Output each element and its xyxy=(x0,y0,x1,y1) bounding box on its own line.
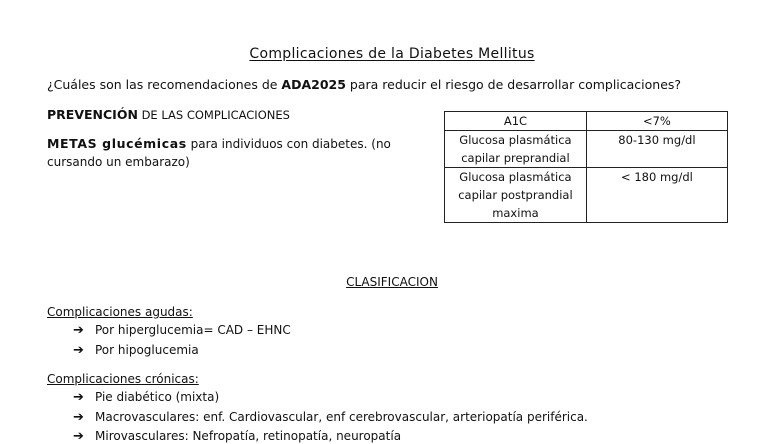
list-item xyxy=(73,410,588,425)
table-cell-value: < 180 mg/dl xyxy=(586,168,727,223)
table-cell-label: Glucosa plasmática capilar postprandial maxima xyxy=(445,168,587,223)
table-cell-value: <7% xyxy=(586,112,727,131)
prevention-bold: PREVENCIÓN xyxy=(47,107,138,122)
list-item-text: Por hiperglucemia= CAD – EHNC xyxy=(95,323,291,337)
list-item-text: Pie diabético (mixta) xyxy=(95,390,220,404)
arrow-right-icon: ➔ xyxy=(73,429,84,444)
table-row xyxy=(445,168,728,223)
list-item xyxy=(73,343,199,358)
question-suffix: para reducir el riesgo de desarrollar complicaciones? xyxy=(345,77,682,92)
table-cell-label: A1C xyxy=(445,112,587,131)
metas-rest: para individuos con diabetes. (no cursando un embarazo) xyxy=(47,137,391,169)
list-item xyxy=(73,323,291,338)
list-item xyxy=(73,390,219,405)
list-item xyxy=(73,429,401,444)
glycemic-targets-table xyxy=(444,111,728,223)
prevention-heading xyxy=(47,107,290,122)
table-row xyxy=(445,131,728,168)
chronic-complications-heading: Complicaciones crónicas: xyxy=(47,372,199,386)
question-line xyxy=(47,77,681,92)
document-title: Complicaciones de la Diabetes Mellitus xyxy=(249,46,535,62)
table-row xyxy=(445,112,728,131)
list-item-text: Mirovasculares: Nefropatía, retinopatía, neuropatía xyxy=(95,429,402,443)
list-item-text: Por hipoglucemia xyxy=(95,343,199,357)
prevention-rest: DE LAS COMPLICACIONES xyxy=(137,108,290,122)
metas-bold: METAS glucémicas xyxy=(47,136,187,151)
question-prefix: ¿Cuáles son las recomendaciones de xyxy=(47,77,282,92)
acute-complications-heading: Complicaciones agudas: xyxy=(47,305,193,319)
metas-paragraph xyxy=(47,135,439,171)
arrow-right-icon: ➔ xyxy=(73,390,84,405)
table-cell-value: 80-130 mg/dl xyxy=(586,131,727,168)
arrow-right-icon: ➔ xyxy=(73,323,84,338)
list-item-text: Macrovasculares: enf. Cardiovascular, enf cerebrovascular, arteriopatía periférica. xyxy=(95,410,588,424)
question-highlight: ADA2025 xyxy=(281,77,346,92)
arrow-right-icon: ➔ xyxy=(73,410,84,425)
classification-heading: CLASIFICACION xyxy=(346,275,438,289)
table-cell-label: Glucosa plasmática capilar preprandial xyxy=(445,131,587,168)
arrow-right-icon: ➔ xyxy=(73,343,84,358)
